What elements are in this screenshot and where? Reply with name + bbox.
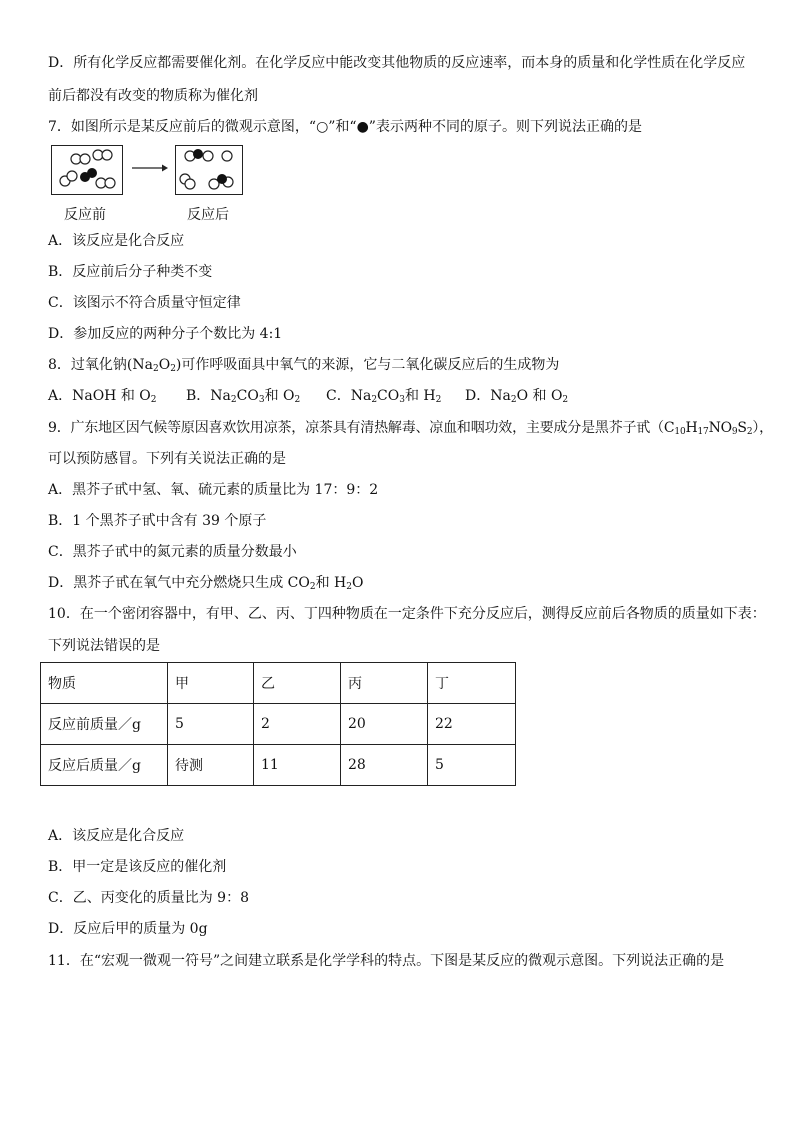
table-cell: 反应前质量／g [41, 704, 168, 745]
q8-option-a: A．NaOH 和 $O_2$ [48, 388, 157, 405]
q8-option-d: D．$Na_2O$ 和 $O_2$ [465, 388, 569, 405]
q6-option-d-line1: D．所有化学反应都需要催化剂。在化学反应中能改变其他物质的反应速率，而本身的质量和化学性质在化学反应 [48, 55, 746, 71]
q7-option-b: B．反应前后分子种类不变 [48, 264, 213, 280]
q9-option-a: A．黑芥子甙中氢、氧、硫元素的质量比为 17：9：2 [48, 482, 379, 498]
label-before: 反应前 [64, 207, 106, 223]
q7-option-d: D．参加反应的两种分子个数比为 4:1 [48, 326, 283, 342]
table-header-row [41, 663, 516, 704]
table-cell: 20 [341, 704, 428, 745]
q7-reaction-diagram [48, 145, 248, 225]
table-cell: 2 [254, 704, 341, 745]
table-header-cell: 物质 [41, 663, 168, 704]
q8-option-c: C．$Na_2CO_3$和 $H_2$ [326, 388, 442, 405]
table-cell: 11 [254, 745, 341, 786]
q11-stem: 11．在“宏观一微观一符号”之间建立联系是化学学科的特点。下图是某反应的微观示意图。下列说法正确的是 [48, 953, 725, 969]
after-molecules [176, 146, 242, 194]
label-after: 反应后 [187, 207, 229, 223]
table-cell: 28 [341, 745, 428, 786]
table-cell: 待测 [168, 745, 254, 786]
q7-stem: 7．如图所示是某反应前后的微观示意图，“○”和“●”表示两种不同的原子。则下列说法正确的是 [48, 119, 642, 135]
table-row [41, 745, 516, 786]
q10-option-b: B．甲一定是该反应的催化剂 [48, 859, 227, 875]
q9-option-c: C．黑芥子甙中的氮元素的质量分数最小 [48, 544, 297, 560]
q8-stem: 8．过氧化钠$(Na_2O_2)$可作呼吸面具中氧气的来源，它与二氧化碳反应后的生成物为 [48, 357, 560, 374]
table-cell: 反应后质量／g [41, 745, 168, 786]
q7-option-c: C．该图示不符合质量守恒定律 [48, 295, 241, 311]
table-row [41, 704, 516, 745]
q9-option-d: D．黑芥子甙在氧气中充分燃烧只生成 $CO_2$和 $H_2O$ [48, 575, 364, 592]
q10-option-d: D．反应后甲的质量为 0g [48, 921, 208, 937]
table-cell: 5 [168, 704, 254, 745]
q9-stem-line2: 可以预防感冒。下列有关说法正确的是 [48, 451, 286, 467]
q10-stem-line2: 下列说法错误的是 [48, 638, 160, 654]
reaction-arrow [132, 163, 168, 173]
q9-option-b: B．1 个黑芥子甙中含有 39 个原子 [48, 513, 267, 529]
before-box [51, 145, 123, 195]
table-header-cell: 乙 [254, 663, 341, 704]
q10-option-c: C．乙、丙变化的质量比为 9：8 [48, 890, 249, 906]
table-header-cell: 丙 [341, 663, 428, 704]
q10-option-a: A．该反应是化合反应 [48, 828, 185, 844]
table-header-cell: 甲 [168, 663, 254, 704]
q9-stem-line1: 9．广东地区因气候等原因喜欢饮用凉茶，凉茶具有清热解毒、凉血和咽功效，主要成分是黑芥子甙$(C_{10}H_{17}NO_9S_2)$， [48, 420, 773, 437]
q8-option-b: B．$Na_2CO_3$和 $O_2$ [186, 388, 301, 405]
before-molecules [52, 146, 122, 194]
table-header-cell: 丁 [428, 663, 516, 704]
q7-option-a: A．该反应是化合反应 [48, 233, 185, 249]
table-cell: 22 [428, 704, 516, 745]
q10-mass-table [40, 662, 516, 786]
q6-option-d-line2: 前后都没有改变的物质称为催化剂 [48, 88, 258, 104]
q10-stem-line1: 10．在一个密闭容器中，有甲、乙、丙、丁四种物质在一定条件下充分反应后，测得反应前后各物质的质量如下表： [48, 606, 766, 622]
table-cell: 5 [428, 745, 516, 786]
after-box [175, 145, 243, 195]
